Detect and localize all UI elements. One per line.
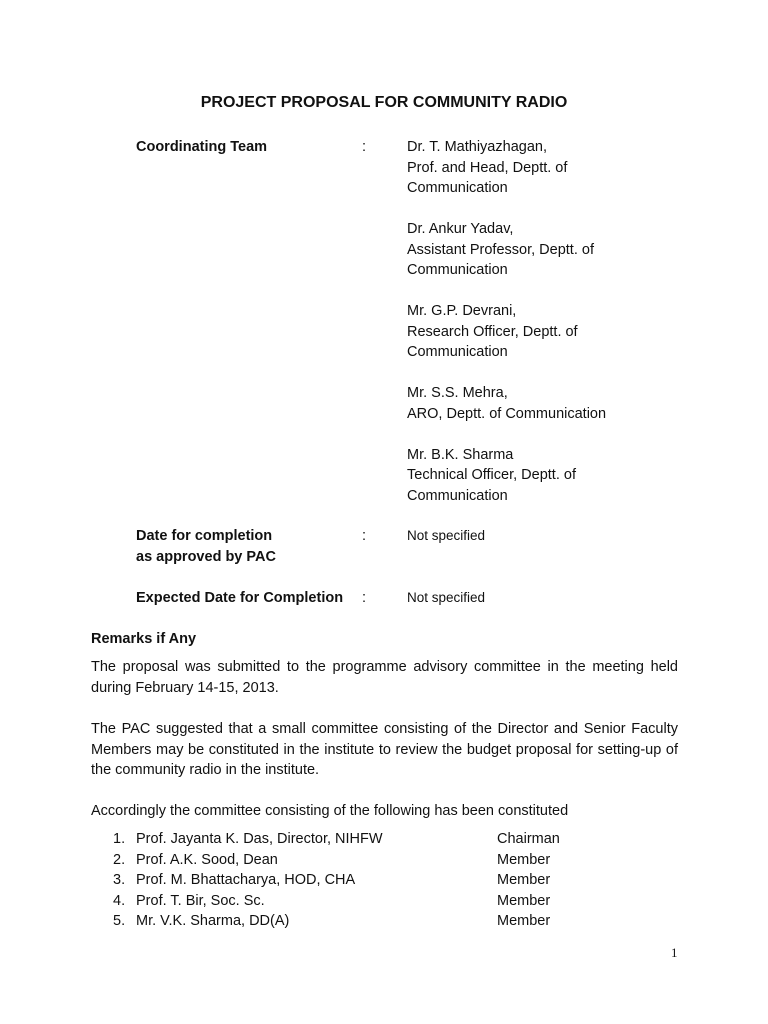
team-member-name: Mr. G.P. Devrani, [407,303,517,319]
expected-date-value: Not specified [407,590,486,605]
remarks-paragraph: The PAC suggested that a small committee consisting of the Director and Senior Faculty Members may be constituted in the institute to review the budget proposal for setting-up of the community radio in the institute. [91,721,678,778]
committee-item-name: Prof. M. Bhattacharya, HOD, CHA [136,872,356,888]
committee-item-role: Member [497,892,551,909]
team-member-designation: Assistant Professor, Deptt. of [407,241,594,258]
committee-list [113,829,613,932]
committee-item [113,829,613,850]
remarks-heading: Remarks if Any [91,631,197,647]
team-member-designation: Prof. and Head, Deptt. of [407,159,568,176]
committee-item-number: 3. [113,872,126,888]
committee-item-role: Member [497,913,551,929]
committee-item [113,870,613,891]
team-member-name: Mr. B.K. Sharma [407,446,514,463]
committee-item-role: Member [497,872,551,888]
committee-item-name: Prof. T. Bir, Soc. Sc. [136,892,265,909]
committee-item-role: Member [497,851,551,868]
committee-item-number: 5. [113,913,126,929]
date-completion-label-line1: Date for completion [136,528,273,544]
committee-item-number: 2. [113,851,126,868]
coordinating-team-label: Coordinating Team [136,139,268,155]
committee-item-number: 4. [113,892,126,909]
page-number: 1 [671,945,678,960]
team-member-designation: Research Officer, Deptt. of [407,323,578,340]
committee-item [113,891,613,912]
remarks-paragraph: Accordingly the committee consisting of the following has been constituted [91,803,569,819]
team-member [407,219,707,281]
committee-item-name: Prof. Jayanta K. Das, Director, NIHFW [136,831,383,847]
team-member-name: Mr. S.S. Mehra, [407,385,508,401]
coordinating-team-colon: : [362,139,367,155]
team-member-designation: ARO, Deptt. of Communication [407,405,607,422]
team-member-department: Communication [407,262,508,278]
team-member-department: Communication [407,344,508,360]
document-title: PROJECT PROPOSAL FOR COMMUNITY RADIO [200,94,568,111]
team-member [407,137,707,199]
team-member-department: Communication [407,487,508,504]
team-member-designation: Technical Officer, Deptt. of [407,467,576,483]
committee-item-role: Chairman [497,831,560,847]
date-completion-value: Not specified [407,528,486,543]
team-member-department: Communication [407,180,508,196]
expected-date-label: Expected Date for Completion [136,590,344,606]
committee-item-number: 1. [113,831,126,847]
committee-item-name: Mr. V.K. Sharma, DD(A) [136,913,290,929]
date-completion-colon: : [362,528,367,544]
remarks-paragraph: The proposal was submitted to the programme advisory committee in the meeting held during February 14-15, 2013. [91,659,678,696]
team-member [407,445,707,507]
committee-item-name: Prof. A.K. Sood, Dean [136,851,278,868]
date-completion-label-line2: as approved by PAC [136,548,276,565]
team-member [407,301,707,363]
committee-item [113,911,613,932]
date-completion-label [136,526,358,567]
team-member-name: Dr. T. Mathiyazhagan, [407,139,547,155]
expected-date-colon: : [362,590,367,606]
team-member-name: Dr. Ankur Yadav, [407,221,514,237]
committee-item [113,850,613,871]
coordinating-team-members [407,137,707,527]
team-member [407,383,707,424]
